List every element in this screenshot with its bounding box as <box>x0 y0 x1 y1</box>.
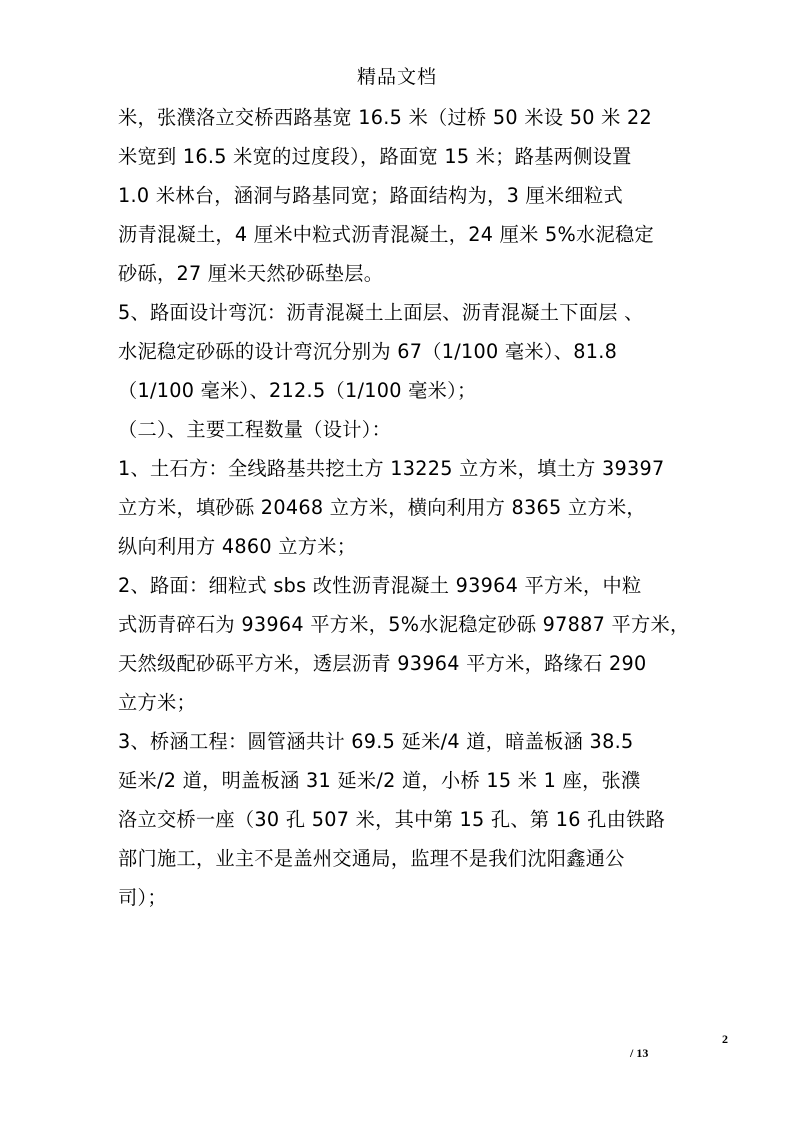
text-line: 立方米； <box>118 691 196 714</box>
text-line: 5、路面设计弯沉：沥青混凝土上面层、沥青混凝土下面层 、 <box>118 301 644 324</box>
text-line: （1/100 毫米）、212.5（1/100 毫米）； <box>118 379 477 402</box>
text-line: 米，张濮洛立交桥西路基宽 16.5 米（过桥 50 米设 50 米 22 <box>118 106 653 129</box>
text-line: 部门施工，业主不是盖州交通局，监理不是我们沈阳鑫通公 <box>118 847 625 870</box>
text-line: 沥青混凝土，4 厘米中粒式沥青混凝土，24 厘米 5%水泥稳定 <box>118 223 654 246</box>
page-total: / 13 <box>630 1046 649 1060</box>
text-line: 司）； <box>118 886 167 909</box>
text-line: 米宽到 16.5 米宽的过度段），路面宽 15 米；路基两侧设置 <box>118 145 632 168</box>
text-line: 1.0 米林台，涵洞与路基同宽；路面结构为，3 厘米细粒式 <box>118 184 623 207</box>
text-line: 砂砾，27 厘米天然砂砾垫层。 <box>118 262 384 285</box>
text-line: 2、路面：细粒式 sbs 改性沥青混凝土 93964 平方米，中粒 <box>118 574 642 597</box>
text-line: 洛立交桥一座（30 孔 507 米，其中第 15 孔、第 16 孔由铁路 <box>118 808 666 831</box>
text-line: 式沥青碎石为 93964 平方米，5%水泥稳定砂砾 97887 平方米， <box>118 613 690 636</box>
text-line: 3、桥涵工程：圆管涵共计 69.5 延米/4 道，暗盖板涵 38.5 <box>118 730 634 753</box>
text-line: 天然级配砂砾平方米，透层沥青 93964 平方米，路缘石 290 <box>118 652 647 675</box>
text-line: 纵向利用方 4860 立方米； <box>118 535 357 558</box>
page-header: 精品文档 <box>356 66 437 88</box>
text-line: 立方米，填砂砾 20468 立方米，横向利用方 8365 立方米， <box>118 496 646 519</box>
text-line: 水泥稳定砂砾的设计弯沉分别为 67（1/100 毫米）、81.8 <box>118 340 618 363</box>
text-line: （二）、主要工程数量（设计）： <box>118 418 392 441</box>
text-line: 1、土石方：全线路基共挖土方 13225 立方米，填土方 39397 <box>118 457 665 480</box>
text-line: 延米/2 道，明盖板涵 31 延米/2 道，小桥 15 米 1 座，张濮 <box>118 769 641 792</box>
page-number: 2 <box>722 1032 728 1046</box>
body-text <box>118 102 690 921</box>
